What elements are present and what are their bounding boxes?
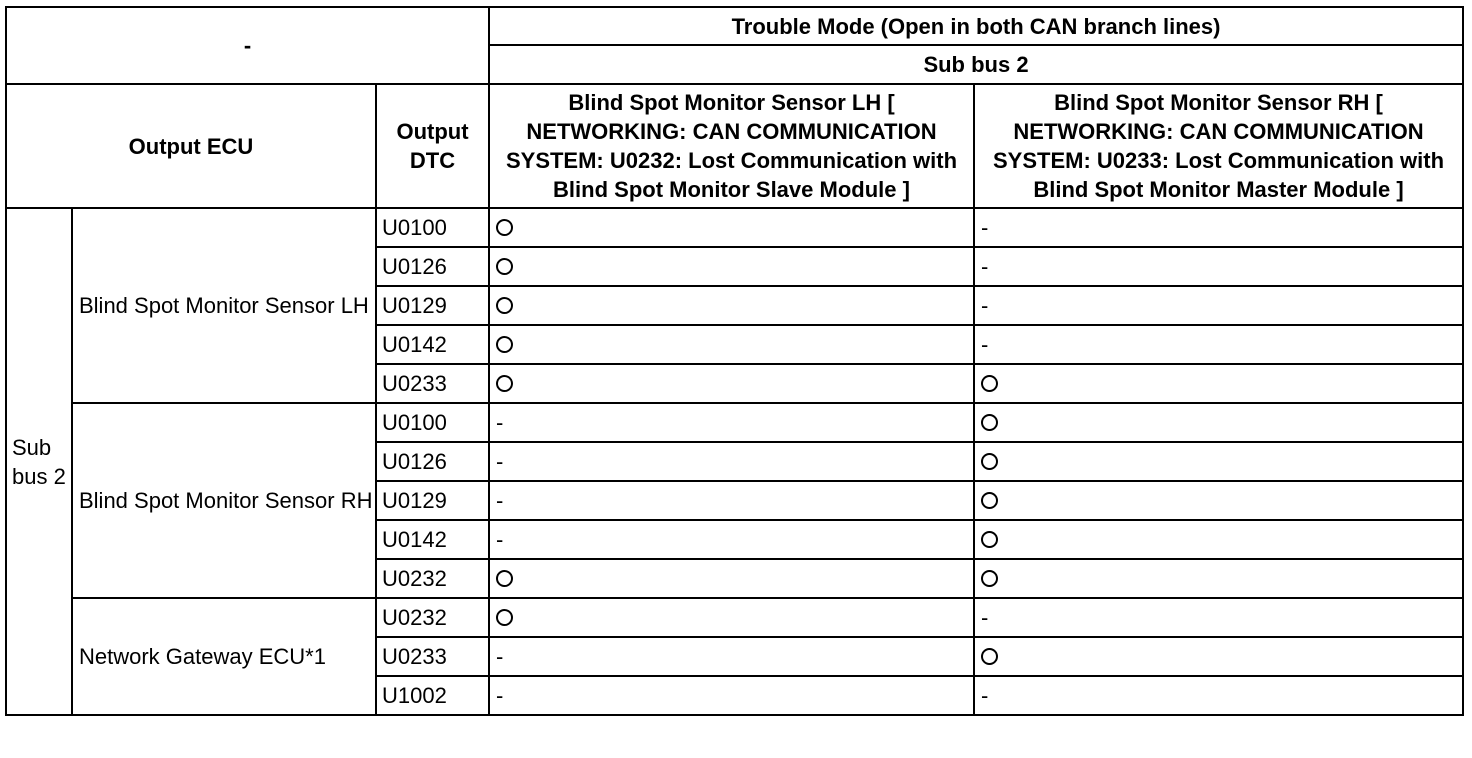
result-lh	[489, 286, 974, 325]
dash-mark: -	[496, 449, 504, 474]
dash-mark: -	[981, 605, 989, 630]
dash-mark: -	[981, 254, 989, 279]
result-rh	[974, 325, 1463, 364]
result-lh	[489, 598, 974, 637]
result-rh	[974, 247, 1463, 286]
output-ecu-heading: Output ECU	[6, 84, 376, 208]
result-rh	[974, 286, 1463, 325]
result-rh	[974, 559, 1463, 598]
dtc-code: U0126	[376, 442, 489, 481]
dtc-code: U0142	[376, 325, 489, 364]
output-ecu-name: Blind Spot Monitor Sensor LH	[72, 208, 376, 403]
result-rh	[974, 403, 1463, 442]
circle-icon	[496, 609, 513, 626]
result-rh	[974, 637, 1463, 676]
output-ecu-name: Network Gateway ECU*1	[72, 598, 376, 715]
dtc-code: U0100	[376, 403, 489, 442]
dtc-code: U0129	[376, 286, 489, 325]
dtc-code: U0233	[376, 637, 489, 676]
table-row	[6, 598, 1463, 637]
result-lh	[489, 559, 974, 598]
circle-icon	[981, 375, 998, 392]
corner-cell: -	[6, 7, 489, 84]
circle-icon	[496, 570, 513, 587]
dash-mark: -	[496, 488, 504, 513]
result-rh	[974, 481, 1463, 520]
circle-icon	[981, 453, 998, 470]
result-lh	[489, 520, 974, 559]
result-lh	[489, 481, 974, 520]
trouble-mode-heading: Trouble Mode (Open in both CAN branch lines)	[489, 7, 1463, 45]
result-lh	[489, 325, 974, 364]
dtc-code: U0232	[376, 598, 489, 637]
result-rh	[974, 598, 1463, 637]
dash-mark: -	[981, 332, 989, 357]
result-rh	[974, 364, 1463, 403]
column-lh-heading: Blind Spot Monitor Sensor LH [ NETWORKING: CAN COMMUNICATION SYSTEM: U0232: Lost Communication with Blind Spot Monitor Slave Module ]	[489, 84, 974, 208]
result-lh	[489, 403, 974, 442]
dtc-code: U1002	[376, 676, 489, 715]
circle-icon	[981, 648, 998, 665]
dtc-code: U0129	[376, 481, 489, 520]
dash-mark: -	[981, 293, 989, 318]
result-lh	[489, 676, 974, 715]
output-ecu-name: Blind Spot Monitor Sensor RH	[72, 403, 376, 598]
dtc-code: U0232	[376, 559, 489, 598]
dtc-code: U0126	[376, 247, 489, 286]
dash-mark: -	[981, 215, 989, 240]
result-lh	[489, 247, 974, 286]
dash-mark: -	[496, 527, 504, 552]
dtc-table	[5, 6, 1464, 716]
result-lh	[489, 637, 974, 676]
result-rh	[974, 208, 1463, 247]
result-lh	[489, 364, 974, 403]
result-rh	[974, 676, 1463, 715]
result-lh	[489, 208, 974, 247]
circle-icon	[496, 219, 513, 236]
circle-icon	[496, 297, 513, 314]
sub-bus-heading: Sub bus 2	[489, 45, 1463, 84]
table-row	[6, 208, 1463, 247]
bus-label: Sub bus 2	[6, 208, 72, 715]
result-lh	[489, 442, 974, 481]
dash-mark: -	[496, 410, 504, 435]
dash-mark: -	[496, 644, 504, 669]
dash-mark: -	[496, 683, 504, 708]
circle-icon	[496, 375, 513, 392]
circle-icon	[981, 492, 998, 509]
result-rh	[974, 442, 1463, 481]
dtc-code: U0233	[376, 364, 489, 403]
column-rh-heading: Blind Spot Monitor Sensor RH [ NETWORKING: CAN COMMUNICATION SYSTEM: U0233: Lost Communication with Blind Spot Monitor Master Module ]	[974, 84, 1463, 208]
circle-icon	[981, 531, 998, 548]
output-dtc-heading: Output DTC	[376, 84, 489, 208]
dash-mark: -	[981, 683, 989, 708]
circle-icon	[981, 570, 998, 587]
dtc-code: U0100	[376, 208, 489, 247]
table-body	[6, 208, 1463, 715]
circle-icon	[496, 258, 513, 275]
dtc-code: U0142	[376, 520, 489, 559]
circle-icon	[981, 414, 998, 431]
circle-icon	[496, 336, 513, 353]
result-rh	[974, 520, 1463, 559]
table-row	[6, 403, 1463, 442]
table-header	[6, 7, 1463, 208]
